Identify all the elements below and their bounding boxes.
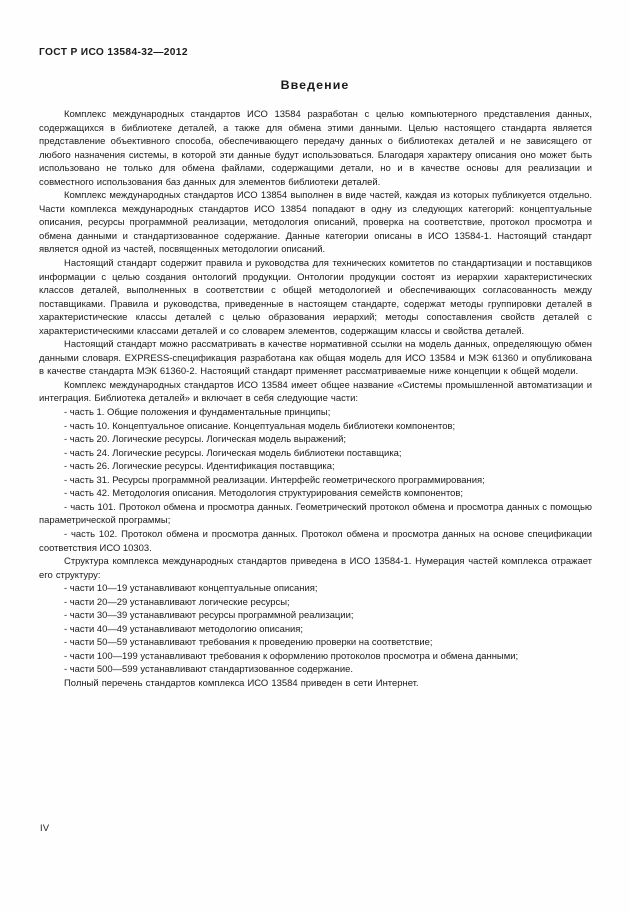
paragraph: Комплекс международных стандартов ИСО 13854 выполнен в виде частей, каждая из которых публикуется отдельно. Части комплекса международных стандартов ИСО 13854 попадают в одну из следующих категорий: концептуальные описания, ресурсы программной реализации, методология описаний, проверка на соответствие, протокол просмотра и обмена данными и стандартизованное содержание. Данные категории описаны в ИСО 13584-1. Настоящий стандарт является одной из частей, посвященных методологии описаний. <box>39 190 592 256</box>
paragraph: Настоящий стандарт можно рассматривать в качестве нормативной ссылки на модель данных, определяющую обмен данными словаря. EXPRESS-спецификация разработана как общая модель для ИСО 13584 и МЭК 61360 и опубликована в качестве стандарта МЭК 61360-2. Настоящий стандарт применяет рассматриваемые ниже концепции к общей модели. <box>39 339 592 378</box>
paragraph: Настоящий стандарт содержит правила и руководства для технических комитетов по стандартизации и поставщиков информации с целью создания онтологий продукции. Онтологии продукции состоят из иерархии характеристических классов деталей, выполненных в соответствии с общей методологией и обеспечивающих согласованность между поставщиками. Правила и руководства, приведенные в настоящем стандарте, содержат методы группировки деталей в характеристические классы деталей с целью образования иерархий; методы сопоставления свойств деталей с характеристическими классами деталей и со словарем элементов, содержащим классы и свойства деталей. <box>39 258 592 337</box>
list-item: - часть 10. Концептуальное описание. Концептуальная модель библиотеки компонентов; <box>64 420 456 432</box>
list-item: - часть 42. Методология описания. Методология структурирования семейств компонентов; <box>64 488 464 500</box>
list-item: - части 30—39 устанавливают ресурсы программной реализации; <box>64 610 354 622</box>
list-item: - часть 26. Логические ресурсы. Идентификация поставщика; <box>64 461 335 473</box>
list-item: - часть 31. Ресурсы программной реализации. Интерфейс геометрического программирования; <box>64 474 485 486</box>
paragraph: Комплекс международных стандартов ИСО 13584 имеет общее название «Системы промышленной автоматизации и интеграция. Библиотека деталей» и включает в себя следующие части: <box>39 379 592 405</box>
list-item: - части 10—19 устанавливают концептуальные описания; <box>64 583 318 595</box>
list-item: - части 40—49 устанавливают методологию описания; <box>64 623 304 635</box>
list-item: - части 500—599 устанавливают стандартизованное содержание. <box>64 664 353 676</box>
list-item: - части 50—59 устанавливают требования к проведению проверки на соответствие; <box>64 637 433 649</box>
ranges-list <box>39 582 592 677</box>
running-head: ГОСТ Р ИСО 13584-32—2012 <box>39 47 188 58</box>
list-item: - части 20—29 устанавливают логические ресурсы; <box>64 596 290 608</box>
list-item: - часть 101. Протокол обмена и просмотра данных. Геометрический протокол обмена и просмотра данных с помощью параметрической программы; <box>39 501 592 527</box>
page-title: Введение <box>280 78 350 92</box>
structure-intro-paragraph: Структура комплекса международных стандартов приведена в ИСО 13584-1. Нумерация частей комплекса отражает его структуру: <box>39 556 592 581</box>
list-item: - часть 102. Протокол обмена и просмотра данных. Протокол обмена и просмотра данных на основе спецификации соответствия ИСО 10303. <box>39 528 592 554</box>
list-item: - части 100—199 устанавливают требования к оформлению протоколов просмотра и обмена данными; <box>64 650 519 662</box>
list-item: - часть 24. Логические ресурсы. Логическая модель библиотеки поставщика; <box>64 447 402 459</box>
parts-list <box>39 406 592 555</box>
page-number: IV <box>40 823 50 833</box>
closing-paragraph: Полный перечень стандартов комплекса ИСО 13584 приведен в сети Интернет. <box>64 677 419 689</box>
list-item: - часть 20. Логические ресурсы. Логическая модель выражений; <box>64 434 346 446</box>
body-text-column <box>39 108 592 691</box>
list-item: - часть 1. Общие положения и фундаментальные принципы; <box>64 407 331 419</box>
paragraph: Комплекс международных стандартов ИСО 13584 разработан с целью компьютерного представления данных, содержащихся в библиотеке деталей, а также для обмена этими данными. Целью настоящего стандарта является представление объективного способа, обеспечивающего передачу данных о библиотеках деталей и не зависящего от любого назначения системы, в которой эти данные будут использоваться. Благодаря характеру описания оно может быть использовано не только для обмена файлами, содержащими детали, но и в качестве основы для реализации и совместного использования баз данных для элементов библиотеки деталей. <box>39 109 592 188</box>
